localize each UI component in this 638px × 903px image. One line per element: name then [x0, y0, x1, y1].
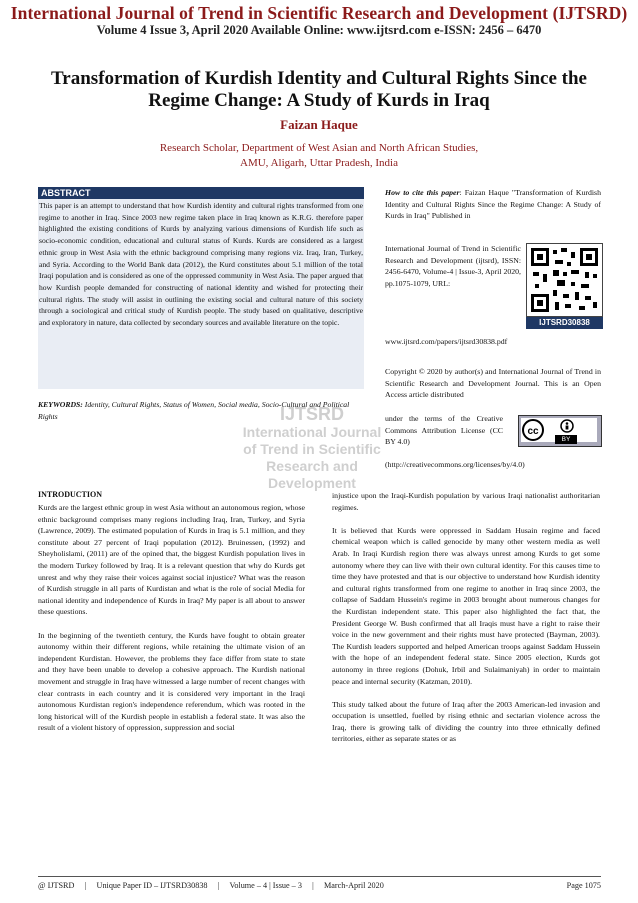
cc-by-label: BY	[555, 435, 577, 444]
introduction-heading: INTRODUCTION	[38, 490, 103, 499]
intro-paragraph-2: In the beginning of the twentieth century, the Kurds have fought to obtain greater autonomy within their different regions, while retaining the ultimate vision of an independent Kurdistan. However, the problems they face differ from state to state and they have been unable to develop a cohesive approach. The Kurdish national movement and struggle in Iraq have witnessed a large number of recent changes with clear contrasts in each country and it is considered very important in the Iraqi autonomous Kurdistan region's independence referendum, which was rooted in the long historical will of the Kurdish people in establish a federal state. It was also the result of a violent history of oppression, suppression and social	[38, 630, 305, 733]
cite-block	[385, 187, 601, 222]
journal-title: International Journal of Trend in Scientific Research and Development (IJTSRD)	[10, 3, 628, 23]
intro-paragraph-1: Kurds are the largest ethnic group in west Asia without an autonomous region, whose ethnic background comprises many regions including Iraq, Iran, Turkey, and Syria (Lawrence, 2009). The estimated population of Kurds in Iraq is 5.1 million, and they constitute about 27 percent of Iraqi population (2012). Bruinessen, (1992) and Sheyholislami, (2011) are of the opined that, the biggest Kurdish population lives in the modern Turkey followed by Iraq. It is a relevant question that why do Kurds get unrest and why they raise their voices against social injustice? What was the reason of Kurdish struggle in all parts of Kurdistan and what is the role of social Media for national identity and independence of Kurds in Iraq? My paper is all about to answer these questions.	[38, 503, 305, 617]
keywords-label: KEYWORDS:	[38, 400, 83, 409]
left-column	[38, 502, 305, 734]
qr-code	[526, 243, 603, 317]
paper-author: Faizan Haque	[280, 117, 358, 132]
watermark-line-5: Development	[268, 475, 356, 491]
cite-text-2: International Journal of Trend in Scientific Research and Development (ijtsrd), ISSN: 2456-6470, Volume-4 | Issue-3, April 2020, pp.1075-1079, URL:	[385, 244, 521, 288]
footer-divider	[38, 876, 601, 877]
abstract-heading	[38, 187, 364, 199]
journal-subtitle: Volume 4 Issue 3, April 2020 Available Online: www.ijtsrd.com e-ISSN: 2456 – 6470	[96, 23, 542, 37]
intro-paragraph-5: This study talked about the future of Iraq after the 2003 American-led invasion and occupation is unsettled, fuelled by rising ethnic and sectarian violence across the Iraq, there is growing talk of dividing the country into three ethnically defined territories, either as separate states or as	[332, 699, 600, 744]
copyright-text-2: under the terms of the Creative Commons Attribution License (CC BY 4.0)	[385, 414, 503, 447]
abstract-text: This paper is an attempt to understand that how Kurdish identity and cultural rights transformed from one regime to another in Iraq. Since 2003 new regime taken place in Iraq known as K.R.G. therefore paper highlighted the existing conditions of Kurds by analyzing various dimensions of Kurdish life such as socio-economic condition, educational and cultural status of Kurds. Kurds are considered as a largest ethnic group in West Asia with the ethnic background comprising many regions viz. Iraq, Iran, Turkey, and Syria. According to the World Bank data (2012), the Kurd constitutes about 5.1 million of the total Iraqi population and is considered as one of the oppressed community in West Asia. The paper argued that how Kurdish people demanded for constructing of national identity and wished for protecting their cultural rights. The study will assist in outlining the existing social and cultural nature of this society through a sociological and critical study of Kurdish people. The study based on qualitative, descriptive and exploratory in nature, data collected by secondary sources and available literature on the topic.	[39, 201, 363, 328]
affiliation-line-1: Research Scholar, Department of West Asian and North African Studies,	[159, 142, 479, 154]
footer-info: @ IJTSRD | Unique Paper ID – IJTSRD30838 | Volume – 4 | Issue – 3 | March-April 2020	[38, 881, 384, 890]
license-url[interactable]: (http://creativecommons.org/licenses/by/4.0)	[385, 460, 525, 469]
cc-license-badge[interactable]	[518, 415, 602, 447]
abstract-heading-text: ABSTRACT	[41, 188, 91, 198]
cite-url[interactable]: www.ijtsrd.com/papers/ijtsrd30838.pdf	[385, 337, 508, 346]
intro-paragraph-4: It is believed that Kurds were oppressed in Saddam Husain regime and faced chemical weapon which is called genocide by many other western media as well Arab. In Iraqi Kurdish region there was always unrest among Kurds to get some autonomy where they can live with their own cultural identity. For this causes time to time they have protested and that is our objective to understand how Kurdish identity and cultural rights transformed from one regime to another in Iraq since 2003, the collapse of Saddam Hussein's regime in 2003 brought about numerous changes for the Kurdistan independent state. This paper also highlighted the fact that, the President George W. Bush confirmed that all Iraqis must have a right to raise their voice in the new government and their rights must have protected (Bayman, 2003). The Kurdish leaders supported and helped American troops against Saddam Hussein with the hope of an independent federal state. Since 2005 election, Kurds got autonomy in three regions (Dohuk, Irbil and Sulaimaniyah) in order to maintain peace and internal security (Katzman, 2010).	[332, 525, 600, 686]
watermark-line-2: International Journal	[242, 424, 382, 440]
qr-code-icon	[527, 244, 602, 316]
watermark-line-3: of Trend in Scientific	[243, 441, 381, 457]
watermark-line-1: IJTSRD	[279, 404, 344, 424]
cite-text-1: : Faizan Haque "Transformation of Kurdish Identity and Cultural Rights Since the Regime Change: A Study of Kurds in Iraq" Published in	[385, 188, 601, 221]
cite-block-2	[385, 243, 521, 289]
affiliation-line-2: AMU, Aligarh, Uttar Pradesh, India	[240, 157, 398, 169]
page-footer	[38, 881, 601, 890]
intro-paragraph-3: injustice upon the Iraqi-Kurdish population by various Iraqi nationalist authoritarian regimes.	[332, 491, 600, 512]
copyright-text-1: Copyright © 2020 by author(s) and International Journal of Trend in Scientific Research and Development Journal. This is an Open Access article distributed	[385, 367, 601, 400]
right-column	[332, 490, 600, 745]
page-number: Page 1075	[566, 881, 601, 890]
cite-label: How to cite this paper	[385, 188, 460, 197]
ijtsrd-watermark	[232, 404, 392, 492]
paper-title: Transformation of Kurdish Identity and Cultural Rights Since the Regime Change: A Study of Kurds in Iraq	[51, 68, 587, 111]
qr-code-label: IJTSRD30838	[526, 317, 603, 329]
svg-text:cc: cc	[527, 426, 539, 437]
keywords-text: Identity, Cultural Rights, Status of Women, Social media, Socio-Cultural and Political Rights	[38, 400, 350, 421]
watermark-line-4: Research and	[266, 458, 358, 474]
author-affiliation	[0, 141, 638, 171]
